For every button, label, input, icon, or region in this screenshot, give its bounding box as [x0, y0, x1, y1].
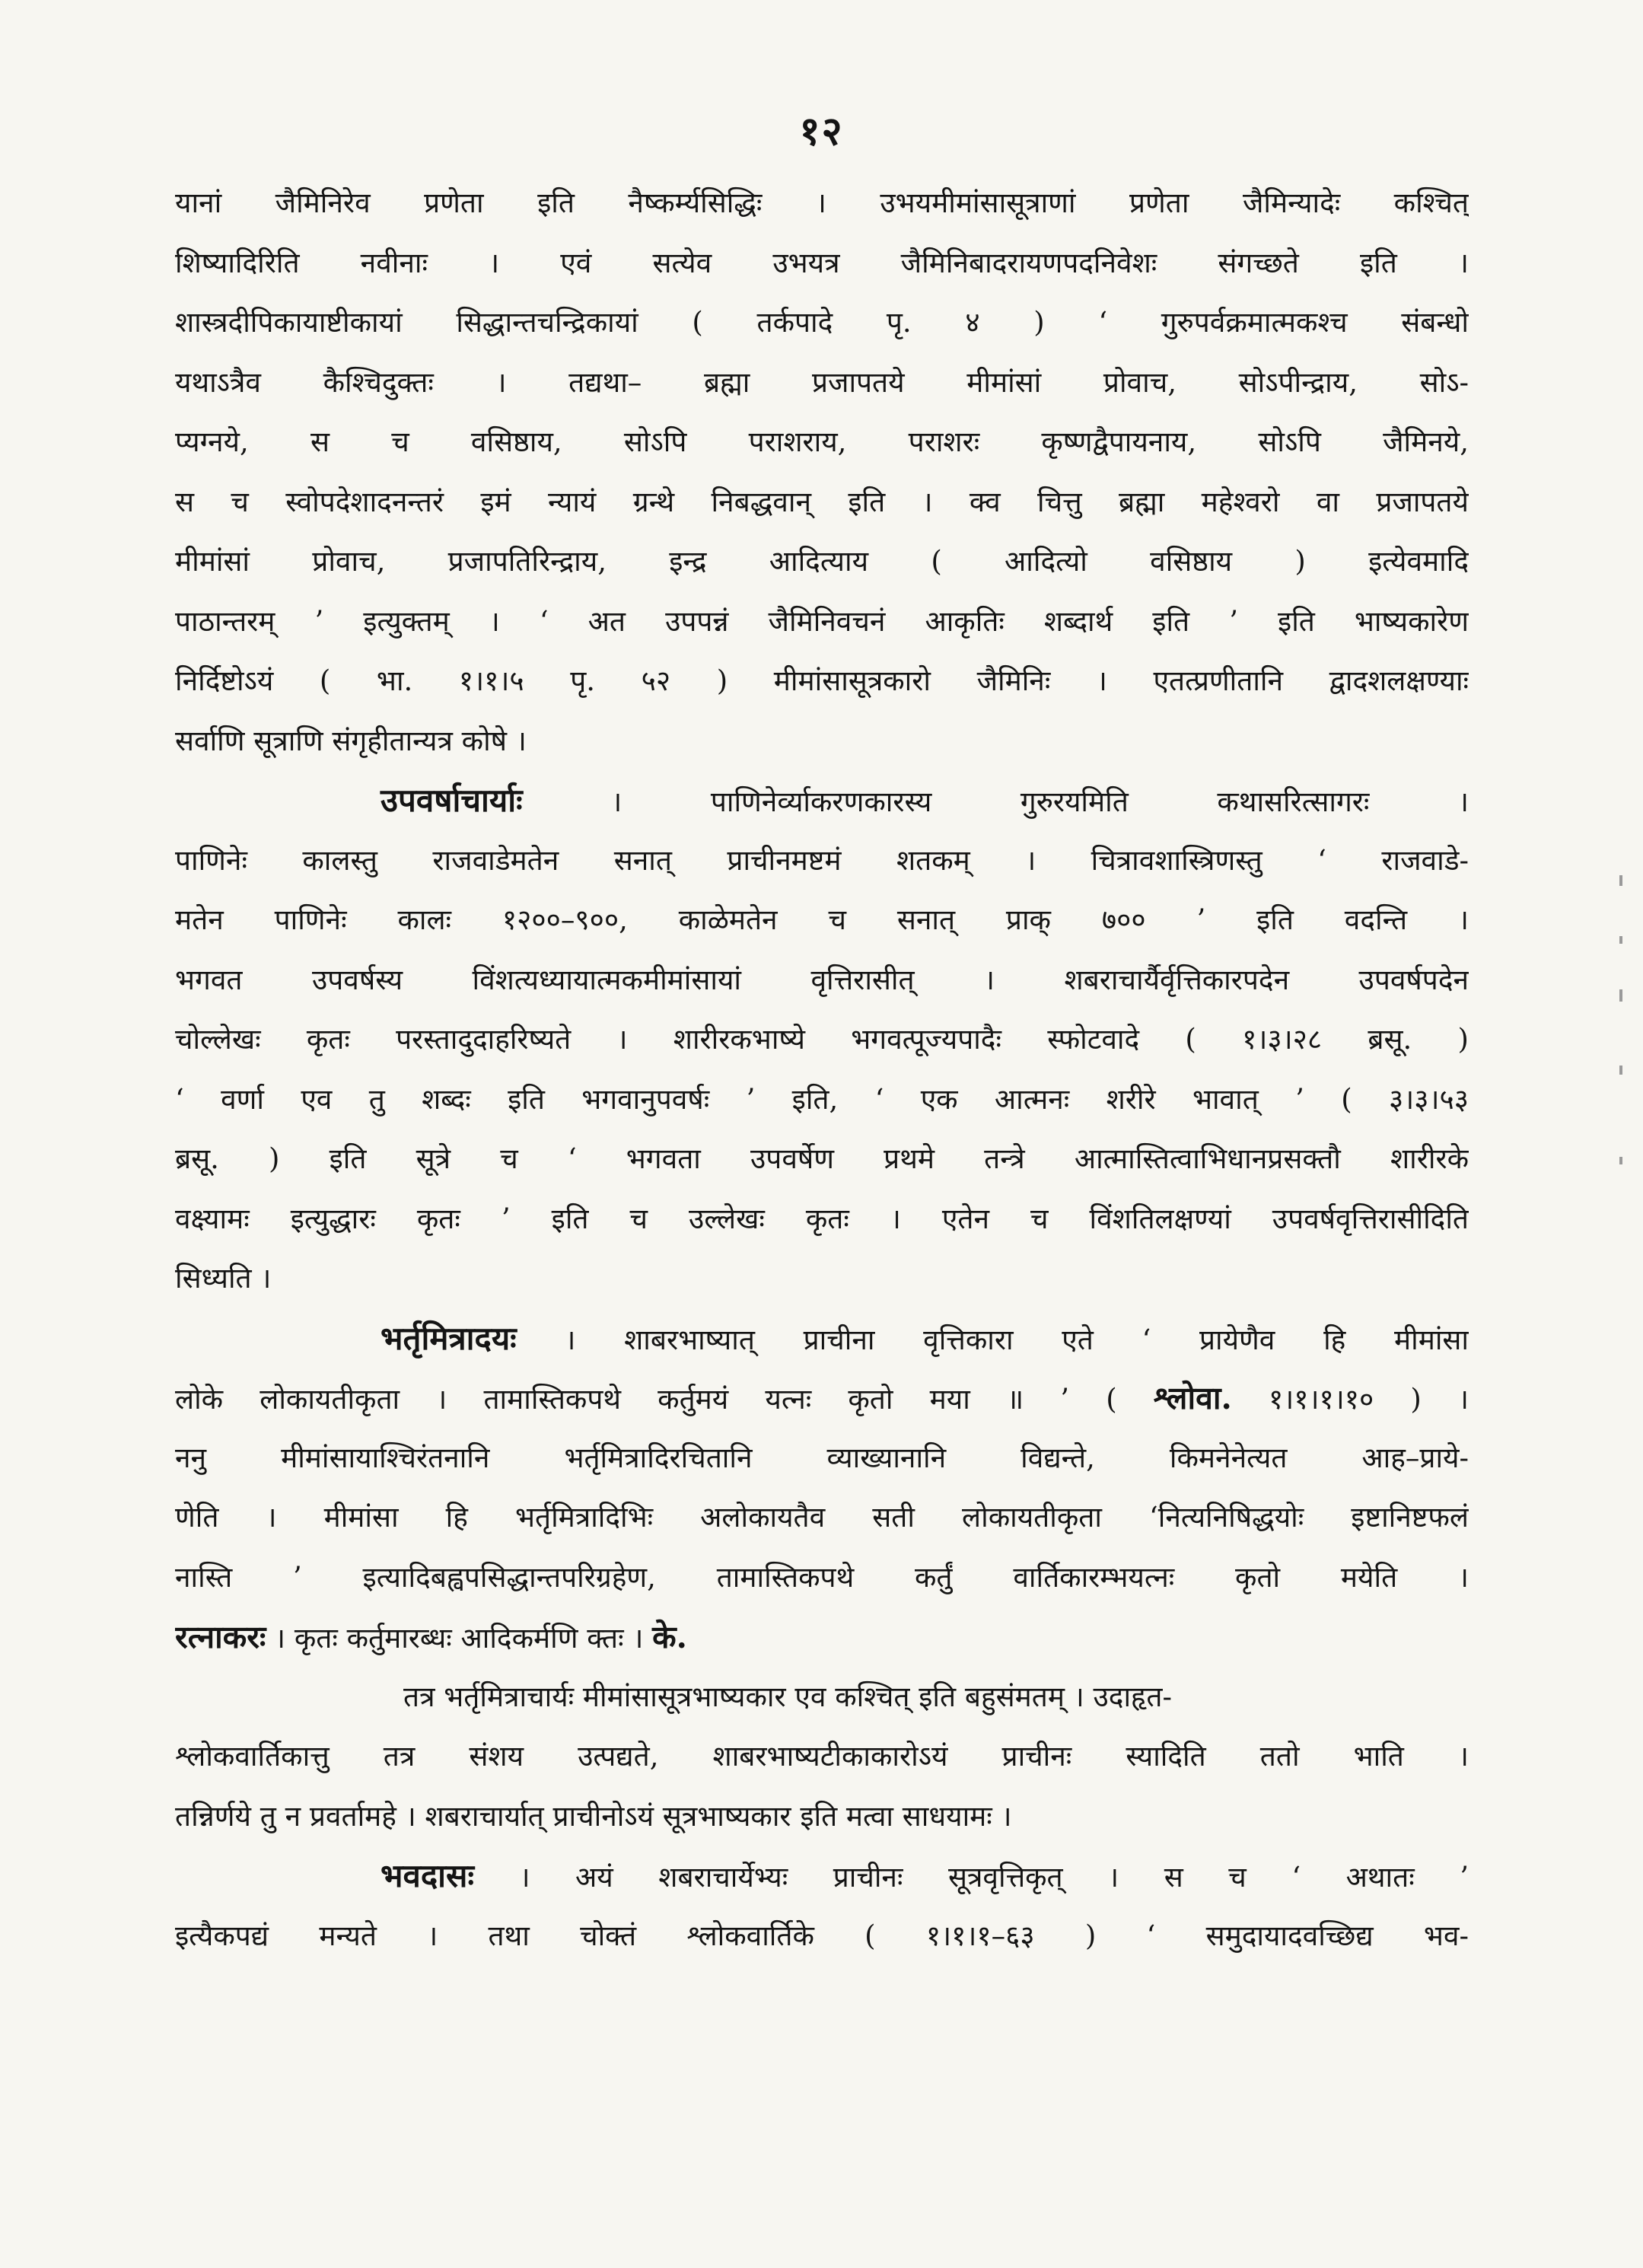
text-line: [175, 1129, 1469, 1190]
text-segment: प्यग्नये, स च वसिष्ठाय, सोऽपि पराशराय, पराशरः कृष्णद्वैपायनाय, सोऽपि जैमिनये,: [175, 425, 1469, 458]
text-segment: सर्वाणि सूत्राणि संगृहीतान्यत्र कोषे ।: [175, 724, 527, 757]
text-line: [175, 234, 1469, 294]
text-line: [175, 413, 1469, 473]
text-segment: निर्दिष्टोऽयं ( भा. १।१।५ पृ. ५२ ) मीमांसासूत्रकारो जैमिनिः । एतत्प्रणीतानि द्वादशलक्षण्याः: [175, 664, 1469, 697]
text-segment: । शाबरभाष्यात् प्राचीना वृत्तिकारा एते ‘ प्रायेणैव हि मीमांसा: [516, 1323, 1469, 1356]
text-segment: यथाऽत्रैव कैश्चिदुक्तः । तद्यथा– ब्रह्मा प्रजापतये मीमांसां प्रोवाच, सोऽपीन्द्राय, सोऽ-: [175, 365, 1469, 399]
text-line: [175, 1429, 1469, 1489]
text-line: [175, 1309, 1469, 1369]
text-segment: लोके लोकायतीकृता । तामास्तिकपथे कर्तुमयं यत्नः कृतो मया ॥ ’ (: [175, 1383, 1154, 1416]
text-segment: नास्ति ’ इत्यादिबह्वपसिद्धान्तपरिग्रहेण, तामास्तिकपथे कर्तुं वार्तिकारम्भयत्नः कृतो मयेति ।: [175, 1560, 1469, 1594]
scan-edge-mark: [1619, 1157, 1622, 1164]
text-segment: चोल्लेखः कृतः परस्तादुदाहरिष्यते । शारीरकभाष्ये भगवत्पूज्यपादैः स्फोटवादे ( १।३।२८ ब्रसू. ): [175, 1023, 1469, 1056]
text-line: [175, 831, 1469, 891]
bold-reference: श्लोवा.: [1153, 1380, 1232, 1416]
text-segment: इत्यैकपद्यं मन्यते । तथा चोक्तं श्लोकवार्तिके ( १।१।१–६३ ) ‘ समुदायादवच्छिद्य भव-: [175, 1919, 1469, 1952]
bold-reference: रत्नाकरः: [175, 1619, 266, 1655]
text-line: [175, 1727, 1469, 1787]
text-segment: मीमांसां प्रोवाच, प्रजापतिरिन्द्राय, इन्द्र आदित्याय ( आदित्यो वसिष्ठाय ) इत्येवमादि: [175, 545, 1469, 578]
text-line: [175, 1190, 1469, 1250]
text-line: [175, 890, 1469, 951]
text-segment: भगवत उपवर्षस्य विंशत्यध्यायात्मकमीमांसायां वृत्तिरासीत् । शबराचार्यैर्वृत्तिकारपदेन उपवर्षपदेन: [175, 963, 1469, 996]
text-segment: शास्त्रदीपिकायाष्टीकायां सिद्धान्तचन्द्रिकायां ( तर्कपादे पृ. ४ ) ‘ गुरुपर्वक्रमात्मकश्च संबन्धो: [175, 306, 1469, 339]
text-segment: यानां जैमिनिरेव प्रणेता इति नैष्कर्म्यसिद्धिः । उभयमीमांसासूत्राणां प्रणेता जैमिन्यादेः कश्चित्: [175, 186, 1469, 219]
text-line: [175, 532, 1469, 592]
section-heading: भवदासः: [381, 1857, 474, 1894]
text-line: [175, 1548, 1469, 1608]
scan-edge-mark: [1619, 989, 1622, 1002]
scan-edge-mark: [1619, 1066, 1622, 1075]
text-line: [175, 293, 1469, 353]
text-segment: ब्रसू. ) इति सूत्रे च ‘ भगवता उपवर्षेण प्रथमे तन्त्रे आत्मास्तित्वाभिधानप्रसक्तौ शारीरके: [175, 1142, 1469, 1175]
text-line: [175, 771, 1469, 831]
text-segment: ननु मीमांसायाश्चिरंतनानि भर्तृमित्रादिरचितानि व्याख्यानानि विद्यन्ते, किमनेनेत्यत आह–प्राये-: [175, 1441, 1469, 1474]
text-segment: । कृतः कर्तुमारब्धः आदिकर्मणि क्तः ।: [266, 1622, 653, 1655]
text-line: [175, 1249, 1469, 1309]
text-line: [175, 174, 1469, 234]
text-line: [175, 651, 1469, 712]
text-segment: तन्निर्णये तु न प्रवर्तामहे । शबराचार्यात् प्राचीनोऽयं सूत्रभाष्यकार इति मत्वा साधयामः ।: [175, 1799, 1012, 1833]
text-segment: वक्ष्यामः इत्युद्धारः कृतः ’ इति च उल्लेखः कृतः । एतेन च विंशतिलक्षण्यां उपवर्षवृत्तिरासीदिति: [175, 1202, 1469, 1235]
text-line: [175, 1787, 1469, 1847]
text-segment: पाठान्तरम् ’ इत्युक्तम् । ‘ अत उपपन्नं जैमिनिवचनं आकृतिः शब्दार्थ इति ’ इति भाष्यकारेण: [175, 604, 1469, 638]
body-text: [175, 174, 1469, 1966]
text-segment: पाणिनेः कालस्तु राजवाडेमतेन सनात् प्राचीनमष्टमं शतकम् । चित्रावशास्त्रिणस्तु ‘ राजवाडे-: [175, 843, 1469, 877]
section-heading: उपवर्षाचार्याः: [381, 782, 523, 819]
text-segment: सिध्यति ।: [175, 1262, 272, 1295]
section-heading: भर्तृमित्रादयः: [381, 1319, 517, 1357]
bold-reference: के.: [652, 1619, 687, 1655]
text-segment: श्लोकवार्तिकात्तु तत्र संशय उत्पद्यते, शाबरभाष्यटीकाकारोऽयं प्राचीनः स्यादिति ततो भाति ।: [175, 1740, 1469, 1773]
text-line: [175, 712, 1469, 772]
text-line: [175, 353, 1469, 413]
text-line: [175, 592, 1469, 652]
text-line: [175, 1906, 1469, 1967]
text-line: [175, 1488, 1469, 1548]
scan-edge-mark: [1619, 875, 1622, 886]
page-number: १२: [799, 108, 844, 154]
text-segment: णेति । मीमांसा हि भर्तृमित्रादिभिः अलोकायतैव सती लोकायतीकृता ‘नित्यनिषिद्धयोः इष्टानिष्टफलं: [175, 1501, 1469, 1534]
text-segment: स च स्वोपदेशादनन्तरं इमं न्यायं ग्रन्थे निबद्धवान् इति । क्व चित्तु ब्रह्मा महेश्वरो वा प्रजापतये: [175, 485, 1469, 518]
text-segment: १।१।१।१० ) ।: [1231, 1383, 1469, 1416]
text-segment: तत्र भर्तृमित्राचार्यः मीमांसासूत्रभाष्यकार एव कश्चित् इति बहुसंमतम् । उदाहृत-: [403, 1680, 1172, 1713]
text-line: [175, 1607, 1469, 1668]
text-segment: । अयं शबराचार्येभ्यः प्राचीनः सूत्रवृत्तिकृत् । स च ‘ अथातः ’: [473, 1861, 1469, 1894]
text-segment: शिष्यादिरिति नवीनाः । एवं सत्येव उभयत्र जैमिनिबादरायणपदनिवेशः संगच्छते इति ।: [175, 246, 1469, 279]
text-line: [175, 1070, 1469, 1130]
text-line: [175, 1368, 1469, 1429]
text-line: [175, 473, 1469, 533]
text-segment: मतेन पाणिनेः कालः १२००–९००, काळेमतेन च सनात् प्राक् ७०० ’ इति वदन्ति ।: [175, 903, 1469, 936]
text-line: [175, 951, 1469, 1011]
text-line: [175, 1010, 1469, 1070]
text-line: [175, 1846, 1469, 1906]
text-segment: ‘ वर्णा एव तु शब्दः इति भगवानुपवर्षः ’ इति, ‘ एक आत्मनः शरीरे भावात् ’ ( ३।३।५३: [175, 1082, 1469, 1116]
scan-edge-mark: [1619, 936, 1622, 944]
text-segment: । पाणिनेर्व्याकरणकारस्य गुरुरयमिति कथासरित्सागरः ।: [522, 785, 1469, 818]
text-line: [175, 1668, 1469, 1728]
